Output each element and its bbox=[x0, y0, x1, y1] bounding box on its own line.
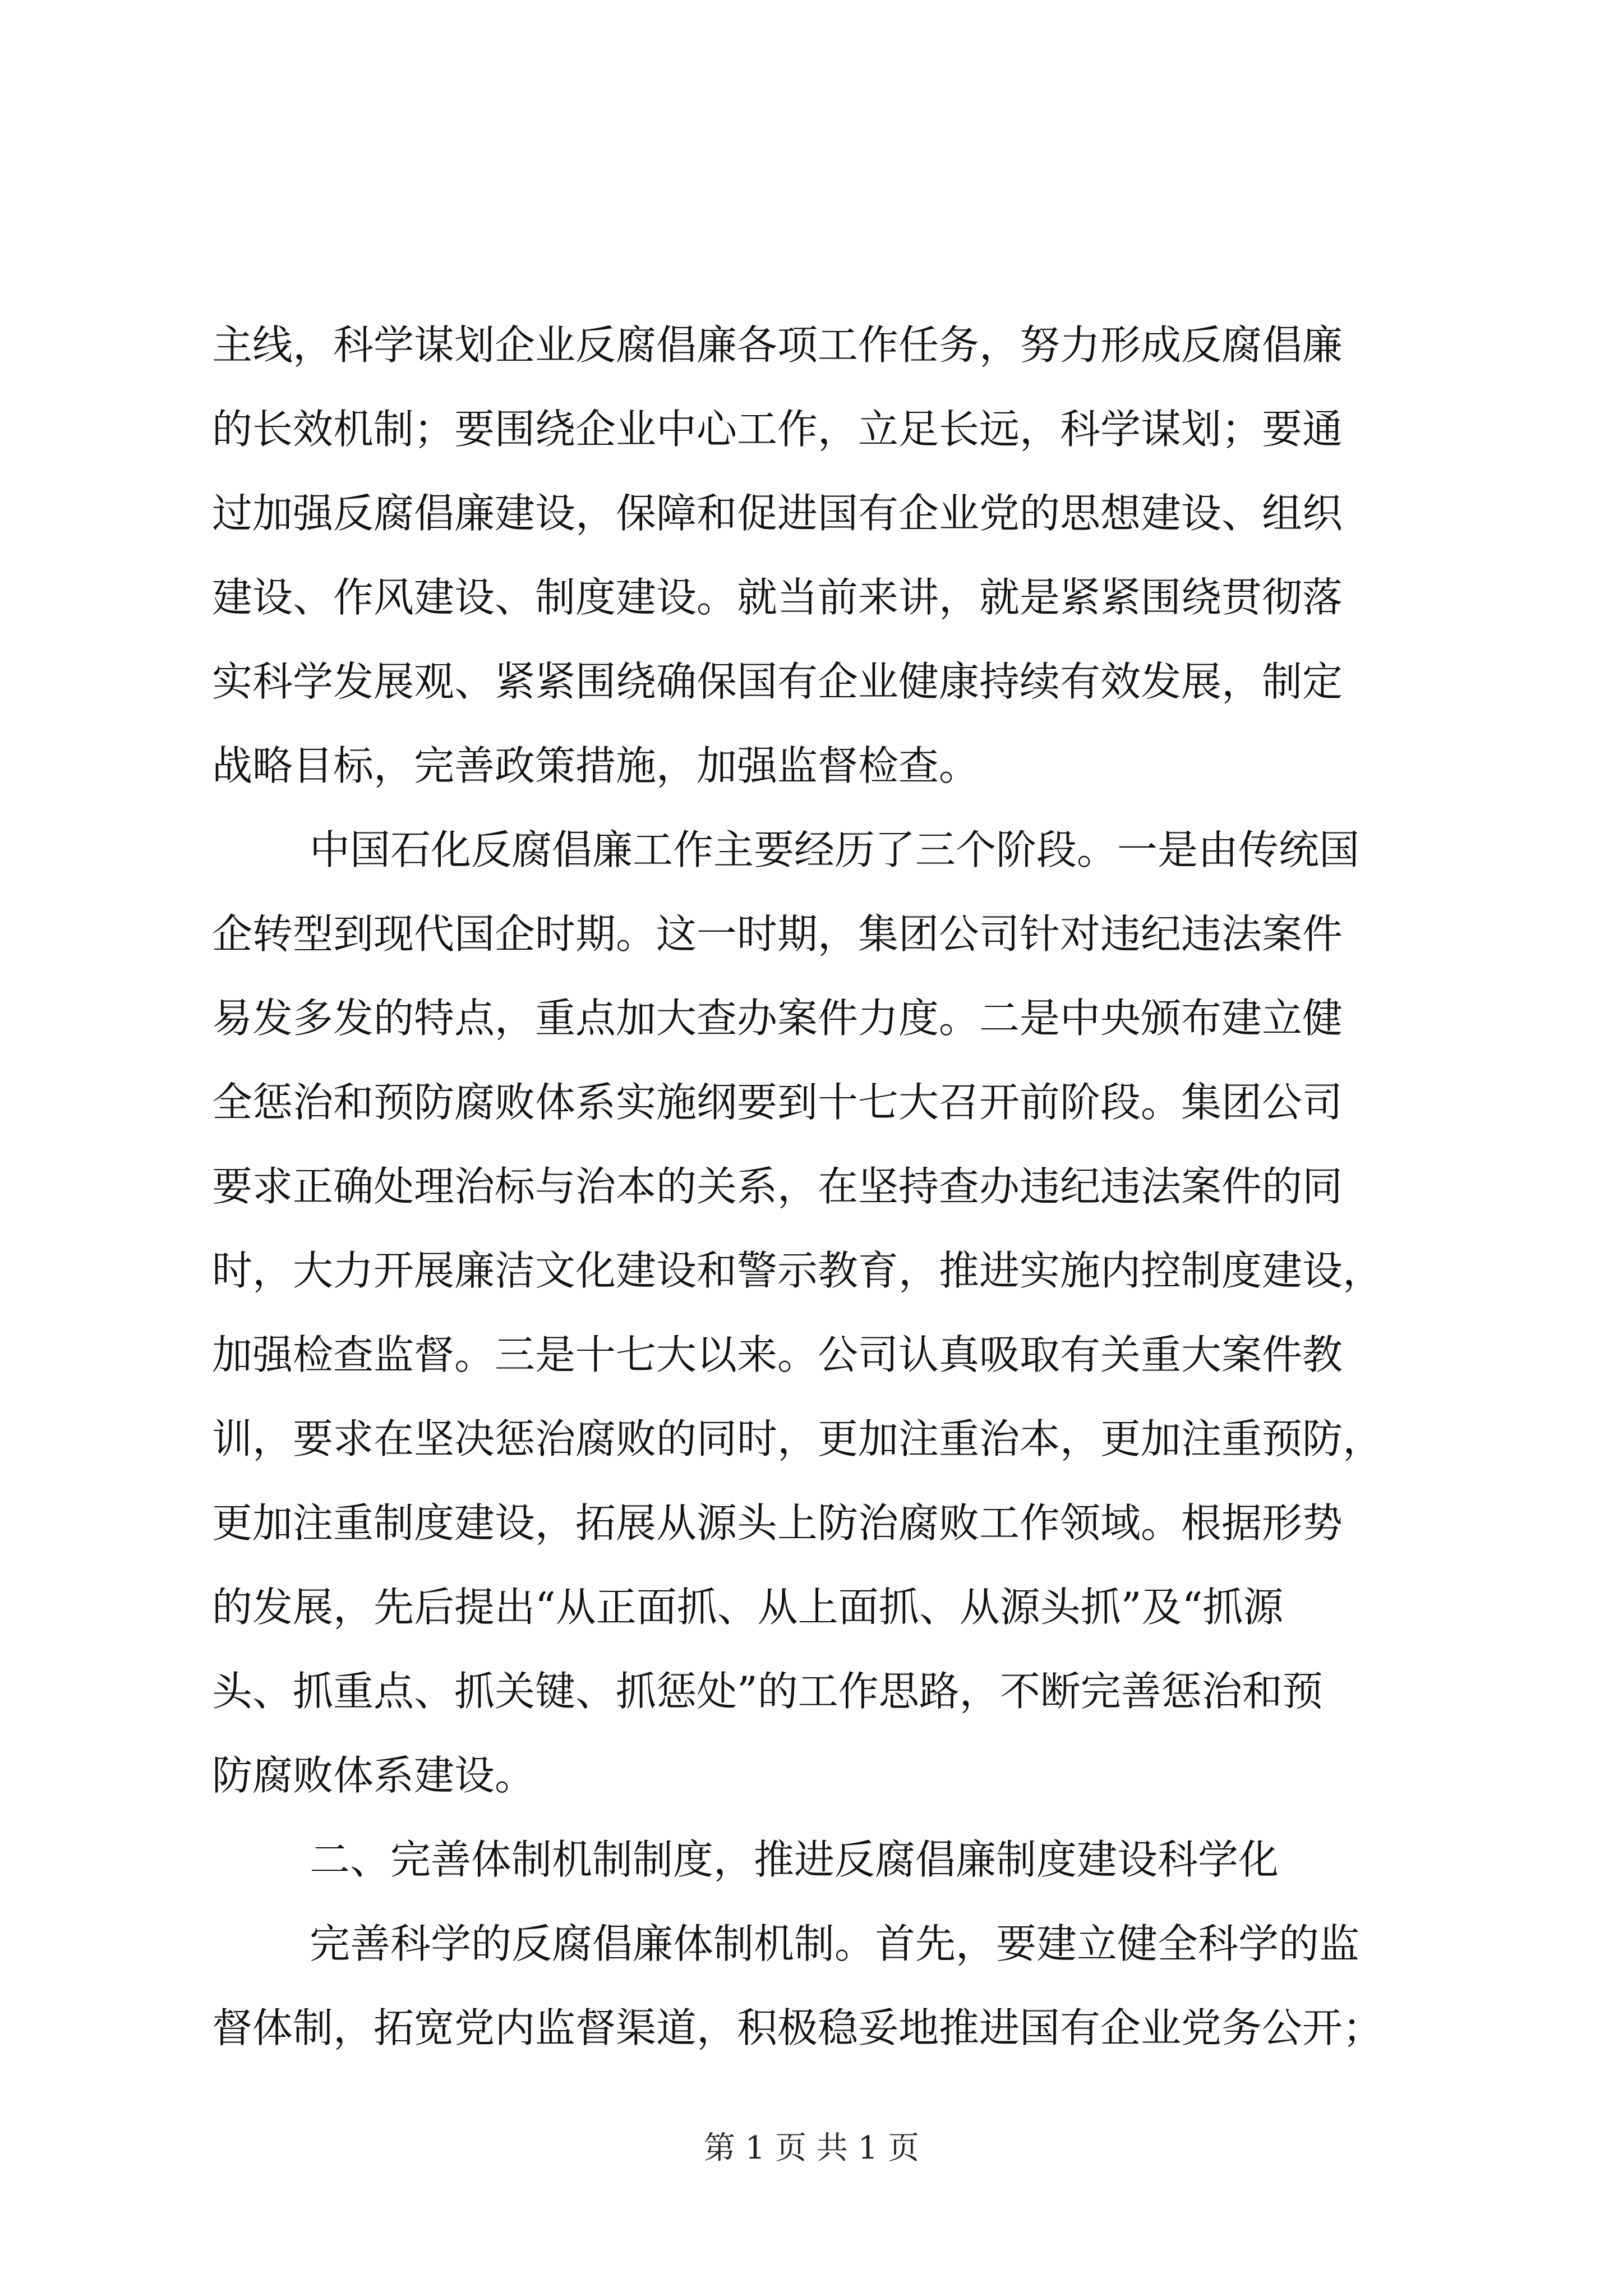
page-footer: 第 1 页 共 1 页 bbox=[703, 2130, 920, 2166]
text-line-content: 的发展，先后提出“从正面抓、从上面抓、从源头抓”及“抓源 bbox=[212, 1584, 1284, 1631]
text-line-content: 要求正确处理治标与治本的关系，在坚持查办违纪违法案件的同 bbox=[212, 1163, 1343, 1210]
text-line-content: 易发多发的特点，重点加大查办案件力度。二是中央颁布建立健 bbox=[212, 995, 1343, 1042]
text-line bbox=[0, 1986, 1623, 2070]
text-line-content: 实科学发展观、紧紧围绕确保国有企业健康持续有效发展，制定 bbox=[212, 658, 1343, 705]
section-heading bbox=[0, 1818, 1623, 1902]
text-line bbox=[0, 639, 1623, 724]
text-line bbox=[0, 1397, 1623, 1481]
text-line bbox=[0, 1144, 1623, 1228]
text-line bbox=[0, 1060, 1623, 1144]
text-line-content: 防腐败体系建设。 bbox=[212, 1752, 536, 1799]
text-line-content: 全惩治和预防腐败体系实施纲要到十七大召开前阶段。集团公司 bbox=[212, 1079, 1343, 1126]
text-line-content: 中国石化反腐倡廉工作主要经历了三个阶段。一是由传统国 bbox=[310, 826, 1360, 873]
text-line bbox=[0, 808, 1623, 892]
text-line bbox=[0, 1481, 1623, 1565]
text-line bbox=[0, 387, 1623, 471]
section-heading-text: 二、完善体制机制制度，推进反腐倡廉制度建设科学化 bbox=[310, 1836, 1279, 1883]
text-line bbox=[0, 724, 1623, 808]
text-line-content: 企转型到现代国企时期。这一时期，集团公司针对违纪违法案件 bbox=[212, 910, 1343, 958]
text-line-content: 时，大力开展廉洁文化建设和警示教育，推进实施内控制度建设， bbox=[212, 1247, 1384, 1294]
text-line bbox=[0, 303, 1623, 387]
text-line bbox=[0, 1649, 1623, 1733]
text-line-content: 完善科学的反腐倡廉体制机制。首先，要建立健全科学的监 bbox=[310, 1920, 1360, 1967]
text-line-content: 主线，科学谋划企业反腐倡廉各项工作任务，努力形成反腐倡廉 bbox=[212, 321, 1343, 369]
text-line-content: 过加强反腐倡廉建设，保障和促进国有企业党的思想建设、组织 bbox=[212, 490, 1343, 537]
text-line bbox=[0, 1228, 1623, 1313]
text-line-content: 头、抓重点、抓关键、抓惩处”的工作思路，不断完善惩治和预 bbox=[212, 1668, 1323, 1715]
text-line-content: 训，要求在坚决惩治腐败的同时，更加注重治本，更加注重预防， bbox=[212, 1415, 1384, 1462]
text-line-content: 更加注重制度建设，拓展从源头上防治腐败工作领域。根据形势 bbox=[212, 1499, 1343, 1547]
text-line-content: 督体制，拓宽党内监督渠道，积极稳妥地推进国有企业党务公开； bbox=[212, 2004, 1384, 2051]
text-line bbox=[0, 892, 1623, 976]
text-line bbox=[0, 471, 1623, 555]
text-line bbox=[0, 1313, 1623, 1397]
text-line-content: 的长效机制；要围绕企业中心工作，立足长远，科学谋划；要通 bbox=[212, 406, 1343, 453]
text-line bbox=[0, 1565, 1623, 1649]
text-line-content: 战略目标，完善政策措施，加强监督检查。 bbox=[212, 742, 980, 789]
text-line-content: 建设、作风建设、制度建设。就当前来讲，就是紧紧围绕贯彻落 bbox=[212, 574, 1343, 621]
text-line bbox=[0, 976, 1623, 1060]
text-line-content: 加强检查监督。三是十七大以来。公司认真吸取有关重大案件教 bbox=[212, 1331, 1343, 1378]
text-line bbox=[0, 1733, 1623, 1818]
text-line bbox=[0, 1902, 1623, 1986]
text-line bbox=[0, 555, 1623, 639]
